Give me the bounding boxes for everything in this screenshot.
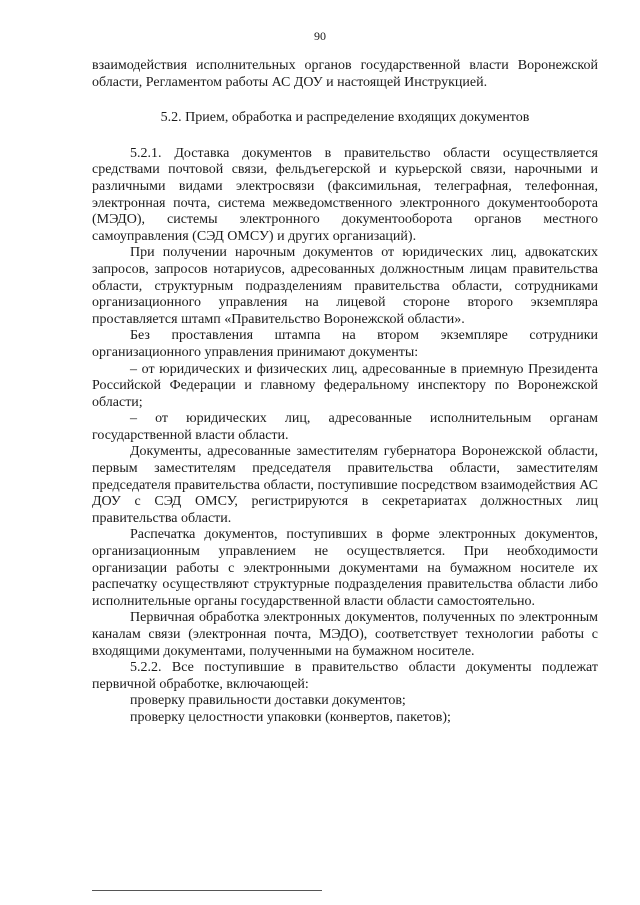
paragraph-printing: Распечатка документов, поступивших в форме электронных документов, организационным управлением не осуществляется. При необходимости организации работы с электронными документами на бумажном носителе их распечатку осуществляют структурные подразделения правительства области либо исполнительные органы государственной власти области самостоятельно. [92, 527, 598, 609]
section-heading: 5.2. Прием, обработка и распределение входящих документов [160, 110, 530, 126]
paragraph-5-2-1: 5.2.1. Доставка документов в правительство области осуществляется средствами почтовой связи, фельдъегерской и курьерской связи, нарочными и различными видами электросвязи (факсимильная, телеграфная, телефонная, электронная почта, система межведомственного электронного документооборота (МЭДО), системы электронного документооборота органов местного самоуправления (СЭД ОМСУ) и других организаций). [92, 145, 598, 244]
paragraph-5-2-2: 5.2.2. Все поступившие в правительство области документы подлежат первичной обработке, включающей: [92, 660, 598, 692]
paragraph-no-stamp: Без проставления штампа на втором экземпляре сотрудники организационного управления принимают документы: [92, 328, 598, 360]
paragraph-deputies: Документы, адресованные заместителям губернатора Воронежской области, первым заместителям председателя правительства области, заместителям председателя правительства области, поступившие посредством взаимодействия АС ДОУ с СЭД ОМСУ, регистрируются в секретариатах должностных лиц правительства области. [92, 444, 598, 526]
footer-divider [92, 890, 322, 891]
document-body [92, 58, 598, 727]
paragraph-primary-processing: Первичная обработка электронных документов, полученных по электронным каналам связи (электронная почта, МЭДО), соответствует технологии работы с входящими документами, полученными на бумажном носителе. [92, 610, 598, 659]
list-item-executive: – от юридических лиц, адресованные исполнительным органам государственной власти области. [92, 411, 598, 443]
list-item-package-check: проверку целостности упаковки (конвертов, пакетов); [130, 709, 451, 725]
page-number: 90 [314, 29, 326, 43]
paragraph-courier: При получении нарочным документов от юридических лиц, адвокатских запросов, запросов нотариусов, адресованных должностным лицам правительства области, структурным подразделениям правительства области, сотрудниками организационного управления на лицевой стороне второго экземпляра проставляется штамп «Правительство Воронежской области». [92, 245, 598, 327]
list-item-delivery-check: проверку правильности доставки документов; [130, 693, 406, 709]
intro-paragraph: взаимодействия исполнительных органов государственной власти Воронежской области, Регламентом работы АС ДОУ и настоящей Инструкцией. [92, 58, 598, 90]
list-item-president: – от юридических и физических лиц, адресованные в приемную Президента Российской Федерации и главному федеральному инспектору по Воронежской области; [92, 361, 598, 410]
